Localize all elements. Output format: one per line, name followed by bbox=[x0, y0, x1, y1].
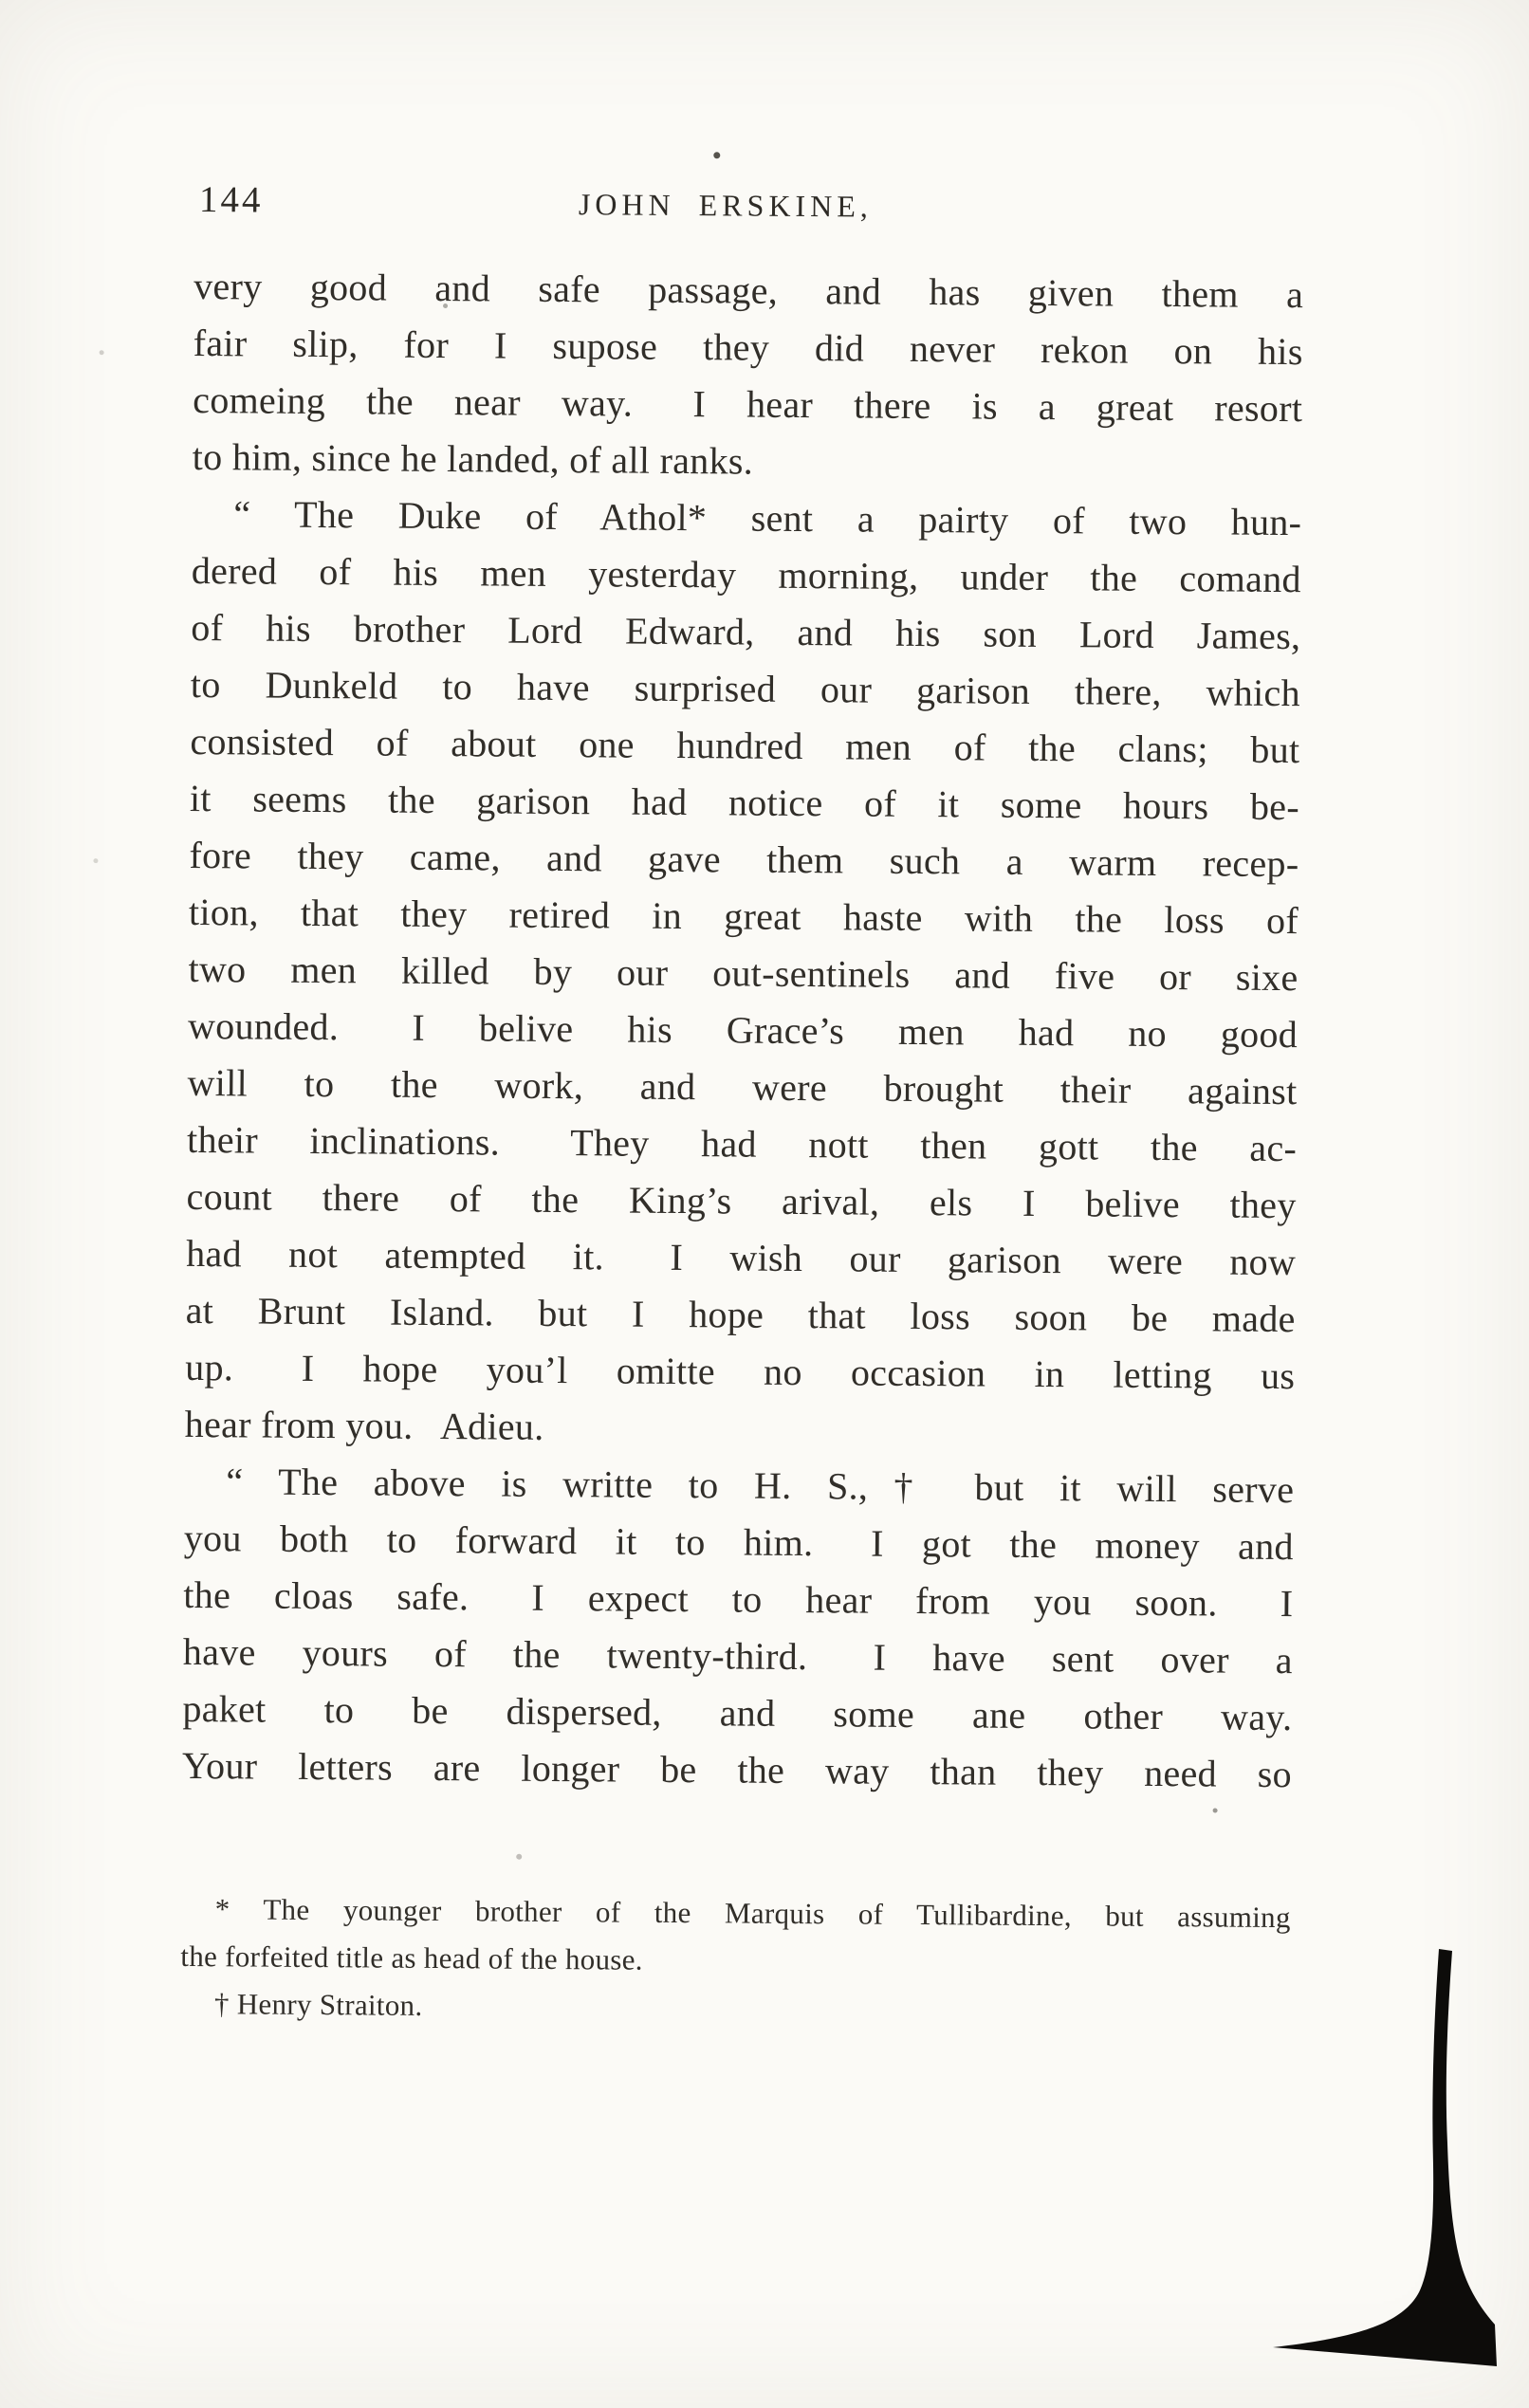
text-line: dered of his men yesterday morning, under the comand bbox=[191, 548, 1301, 601]
text-line: paket to be dispersed, and some ane other way. bbox=[182, 1686, 1293, 1739]
text-line: of his brother Lord Edward, and his son Lord James, bbox=[191, 605, 1301, 658]
text-line: have yours of the twenty-third. I have sent over a bbox=[182, 1629, 1294, 1682]
body-text bbox=[182, 258, 1304, 1803]
text-line: “ The above is writte to H. S.,† but it will serve bbox=[226, 1460, 1295, 1512]
paragraph bbox=[185, 486, 1302, 1461]
text-line: consisted of about one hundred men of the clans; but bbox=[190, 719, 1300, 772]
text-line: will to the work, and were brought their against bbox=[187, 1060, 1298, 1113]
ink-speck bbox=[443, 303, 448, 308]
text-line: “ The Duke of Athol* sent a pairty of two hun- bbox=[233, 492, 1302, 544]
ink-speck bbox=[1213, 1808, 1218, 1812]
text-line: had not atempted it. I wish our garison were now bbox=[186, 1231, 1297, 1284]
text-line: very good and safe passage, and has given them a bbox=[193, 264, 1304, 317]
text-line: up. I hope you’l omitte no occasion in letting us bbox=[185, 1345, 1296, 1398]
text-line: tion, that they retired in great haste with the loss of bbox=[188, 890, 1299, 943]
text-line: at Brunt Island. but I hope that loss soon be made bbox=[185, 1288, 1296, 1341]
ink-speck bbox=[93, 858, 98, 863]
paragraph bbox=[182, 1453, 1295, 1803]
ink-blot bbox=[1250, 1949, 1497, 2366]
text-line: the forfeited title as head of the house. bbox=[180, 1939, 643, 1976]
paragraph bbox=[180, 1980, 1290, 2036]
footnotes bbox=[180, 1885, 1291, 2036]
text-line: comeing the near way. I hear there is a great resort bbox=[193, 377, 1303, 431]
text-line: to him, since he landed, of all ranks. bbox=[192, 434, 754, 483]
text-line: fair slip, for I supose they did never rekon on his bbox=[193, 321, 1303, 374]
text-line: two men killed by our out-sentinels and five or sixe bbox=[188, 947, 1299, 1000]
page-number: 144 bbox=[198, 179, 264, 221]
text-line: the cloas safe. I expect to hear from you soon. I bbox=[183, 1572, 1294, 1626]
ink-speck bbox=[713, 152, 720, 158]
text-line: their inclinations. They had nott then gott the ac- bbox=[186, 1117, 1298, 1170]
text-line: * The younger brother of the Marquis of Tullibardine, but assuming bbox=[214, 1892, 1291, 1935]
paragraph bbox=[180, 1885, 1291, 1989]
text-line: fore they came, and gave them such a warm recep- bbox=[189, 833, 1299, 886]
ink-speck bbox=[516, 1854, 522, 1860]
running-header: JOHN ERSKINE, bbox=[578, 187, 873, 224]
paragraph bbox=[193, 258, 1304, 494]
text-line: † Henry Straiton. bbox=[213, 1987, 423, 2022]
text-line: it seems the garison had notice of it some hours be- bbox=[189, 776, 1300, 829]
text-line: to Dunkeld to have surprised our garison there, which bbox=[190, 662, 1301, 715]
ink-speck bbox=[100, 350, 104, 355]
text-line: hear from you. Adieu. bbox=[184, 1402, 544, 1448]
text-line: you both to forward it to him. I got the money and bbox=[183, 1516, 1294, 1569]
text-line: count there of the King’s arival, els I belive they bbox=[186, 1174, 1297, 1227]
text-line: Your letters are longer be the way than they need so bbox=[181, 1743, 1293, 1796]
text-line: wounded. I belive his Grace’s men had no good bbox=[187, 1003, 1299, 1057]
